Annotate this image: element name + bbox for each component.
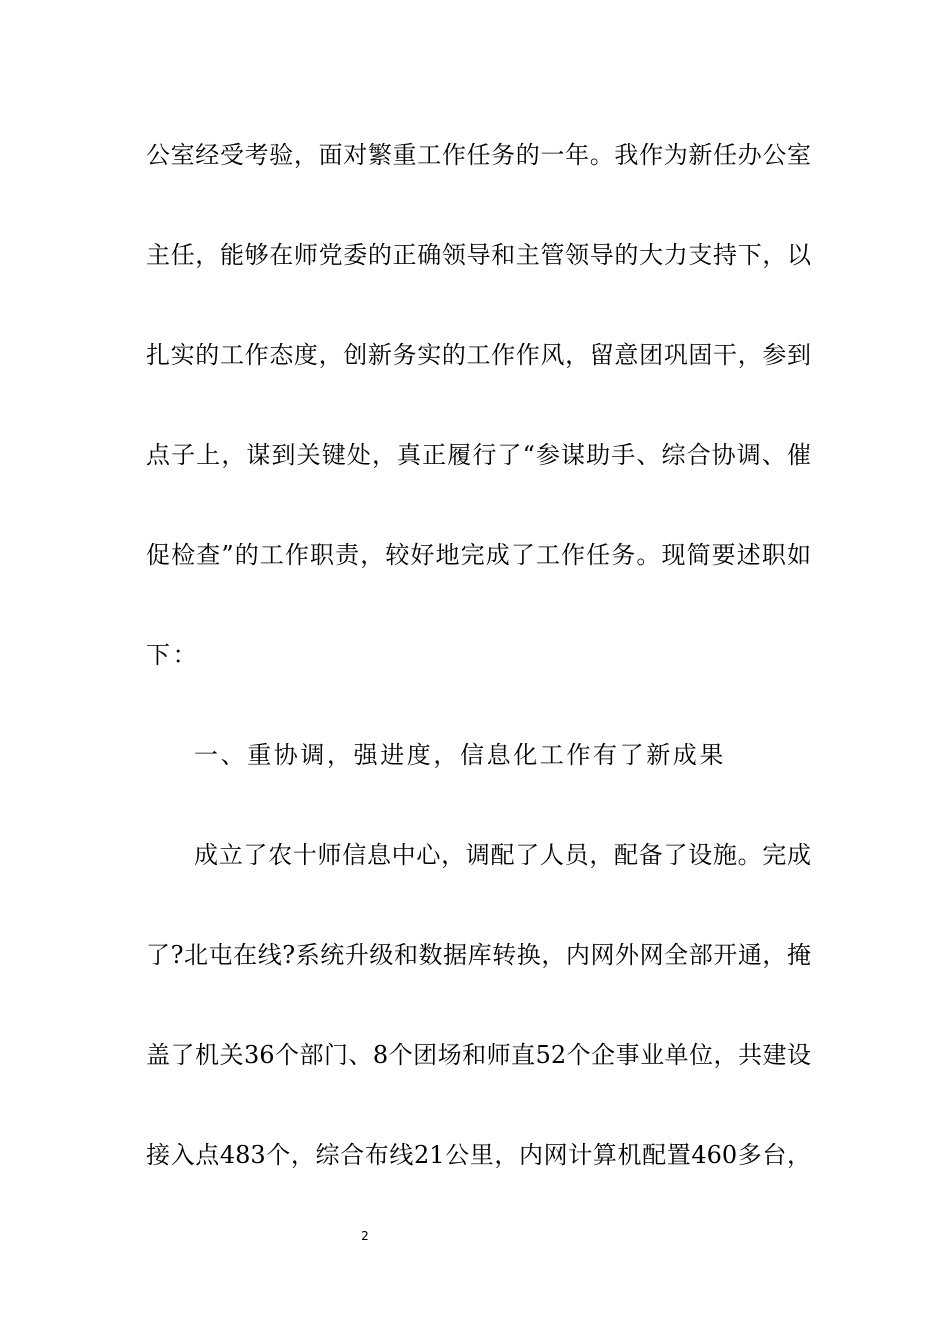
paragraph-line-1: 公室经受考验，面对繁重工作任务的一年。我作为新任办公室	[146, 141, 811, 169]
paragraph-line-6: 下：	[146, 641, 200, 669]
section-line-2: 了?北屯在线?系统升级和数据库转换，内网外网全部开通，掩	[146, 941, 811, 969]
paragraph-line-5: 促检查”的工作职责，较好地完成了工作任务。现简要述职如	[146, 541, 811, 569]
paragraph-line-3: 扎实的工作态度，创新务实的工作作风，留意团巩固干，参到	[146, 341, 811, 369]
page-number: 2	[361, 1229, 369, 1243]
section-line-4: 接入点483个，综合布线21公里，内网计算机配置460多台，	[146, 1141, 811, 1169]
paragraph-line-2: 主任，能够在师党委的正确领导和主管领导的大力支持下，以	[146, 241, 811, 269]
section-line-3: 盖了机关36个部门、8个团场和师直52个企事业单位，共建设	[146, 1041, 811, 1069]
section-heading: 一、重协调，强进度，信息化工作有了新成果	[194, 741, 726, 769]
paragraph-line-4: 点子上，谋到关键处，真正履行了“参谋助手、综合协调、催	[146, 441, 811, 469]
section-line-1: 成立了农十师信息中心，调配了人员，配备了设施。完成	[194, 841, 811, 869]
